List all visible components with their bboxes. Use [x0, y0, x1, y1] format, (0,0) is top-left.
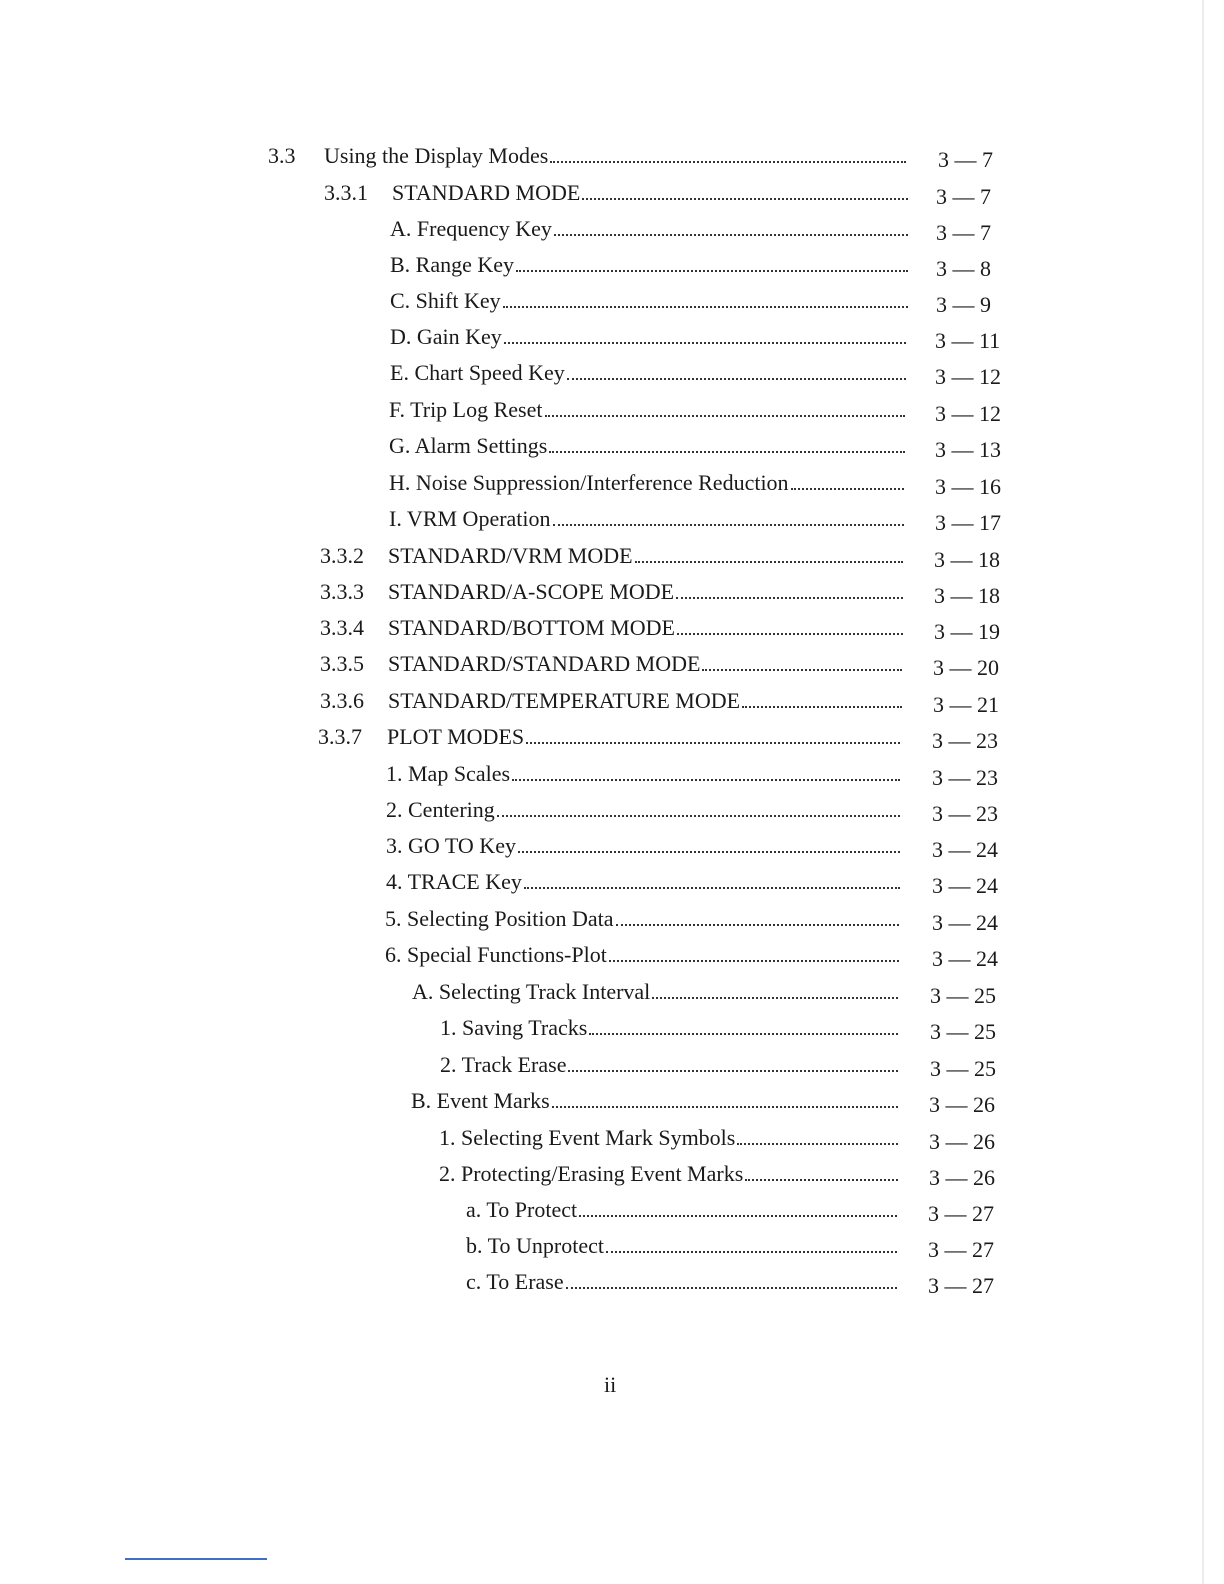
page-ref: 3 — 27	[928, 1273, 994, 1298]
entry-title: 2. Centering	[386, 797, 495, 822]
entry-title: 4. TRACE Key	[386, 869, 522, 894]
entry-title: 1. Saving Tracks	[440, 1015, 588, 1040]
dot-leader	[526, 741, 900, 744]
dot-leader	[742, 705, 902, 708]
entry-title: 3. GO TO Key	[386, 833, 516, 858]
toc-entry	[320, 685, 1008, 717]
entry-title: I. VRM Operation	[389, 506, 551, 531]
entry-title: Using the Display Modes	[324, 143, 549, 168]
toc-entry	[324, 177, 1008, 209]
dot-leader	[524, 886, 900, 889]
dot-leader	[702, 668, 902, 671]
page-ref: 3 — 24	[932, 946, 998, 971]
page-ref: 3 — 7	[936, 184, 991, 209]
toc-entry	[386, 758, 1008, 790]
page-ref: 3 — 26	[929, 1165, 995, 1190]
toc-entry	[320, 612, 1008, 644]
page-ref: 3 — 12	[935, 401, 1001, 426]
dot-leader	[791, 487, 904, 490]
page-ref: 3 — 24	[932, 837, 998, 862]
dot-leader	[497, 814, 900, 817]
page-ref: 3 — 24	[932, 873, 998, 898]
toc-entry	[440, 1012, 1008, 1044]
dot-leader	[609, 959, 899, 962]
page-ref: 3 — 8	[936, 256, 991, 281]
toc-entry	[386, 794, 1008, 826]
dot-leader	[549, 450, 905, 453]
page-ref: 3 — 26	[929, 1129, 995, 1154]
dot-leader	[504, 341, 906, 344]
dot-leader	[676, 596, 903, 599]
page-ref: 3 — 7	[936, 220, 991, 245]
entry-title: H. Noise Suppression/Interference Reduction	[389, 470, 789, 495]
toc-entry	[320, 540, 1008, 572]
dot-leader	[589, 1032, 898, 1035]
page-ref: 3 — 19	[934, 619, 1000, 644]
entry-title: B. Event Marks	[411, 1088, 550, 1113]
dot-leader	[677, 632, 903, 635]
entry-title: PLOT MODES	[387, 724, 525, 749]
dot-leader	[503, 305, 908, 308]
toc-entry	[390, 357, 1008, 389]
dot-leader	[552, 1105, 898, 1108]
toc-entry	[466, 1230, 1008, 1262]
dot-leader	[516, 269, 908, 272]
dot-leader	[582, 197, 908, 200]
entry-title: c. To Erase	[466, 1269, 564, 1294]
entry-title: STANDARD/A-SCOPE MODE	[388, 579, 675, 604]
toc-entry	[320, 648, 1008, 680]
toc-entry	[386, 830, 1008, 862]
entry-title: D. Gain Key	[390, 324, 502, 349]
dot-leader	[554, 233, 908, 236]
section-number: 3.3.1	[324, 180, 368, 205]
toc-entry	[390, 321, 1008, 353]
scan-right-border	[1202, 0, 1204, 1584]
toc-entry	[320, 576, 1008, 608]
toc-entry	[386, 866, 1008, 898]
toc-entry	[390, 285, 1008, 317]
page-ref: 3 — 27	[928, 1237, 994, 1262]
entry-title: A. Selecting Track Interval	[412, 979, 651, 1004]
dot-leader	[550, 160, 906, 163]
toc-entry	[412, 976, 1008, 1008]
entry-title: b. To Unprotect	[466, 1233, 604, 1258]
toc-entry	[466, 1266, 1008, 1298]
page-ref: 3 — 25	[930, 983, 996, 1008]
dot-leader	[566, 1286, 897, 1289]
entry-title: a. To Protect	[466, 1197, 578, 1222]
page-ref: 3 — 11	[935, 328, 1001, 353]
scan-edge-line	[125, 1558, 267, 1560]
dot-leader	[579, 1214, 897, 1217]
section-number: 3.3	[268, 143, 296, 168]
dot-leader	[616, 923, 899, 926]
page-ref: 3 — 20	[933, 655, 999, 680]
section-number: 3.3.2	[320, 543, 364, 568]
entry-title: 5. Selecting Position Data	[385, 906, 614, 931]
page-ref: 3 — 25	[930, 1056, 996, 1081]
page-ref: 3 — 27	[928, 1201, 994, 1226]
page-ref: 3 — 23	[932, 801, 998, 826]
dot-leader	[606, 1250, 897, 1253]
page-ref: 3 — 7	[938, 147, 993, 172]
toc-entry	[385, 939, 1008, 971]
page-ref: 3 — 23	[932, 765, 998, 790]
section-number: 3.3.3	[320, 579, 364, 604]
page-ref: 3 — 12	[935, 364, 1001, 389]
dot-leader	[745, 1178, 898, 1181]
entry-title: C. Shift Key	[390, 288, 501, 313]
page-ref: 3 — 21	[933, 692, 999, 717]
toc-entry	[439, 1158, 1008, 1190]
page-ref: 3 — 17	[935, 510, 1001, 535]
entry-title: G. Alarm Settings	[389, 433, 548, 458]
toc-entry	[268, 140, 1008, 172]
entry-title: 2. Protecting/Erasing Event Marks	[439, 1161, 744, 1186]
toc-entry	[389, 467, 1008, 499]
toc-entry	[411, 1085, 1008, 1117]
page-ref: 3 — 23	[932, 728, 998, 753]
page-ref: 3 — 18	[934, 547, 1000, 572]
entry-title: STANDARD MODE	[392, 180, 581, 205]
entry-title: B. Range Key	[390, 252, 515, 277]
toc-entry	[390, 213, 1008, 245]
dot-leader	[568, 1069, 898, 1072]
dot-leader	[737, 1142, 898, 1145]
dot-leader	[635, 560, 903, 563]
page-ref: 3 — 16	[935, 474, 1001, 499]
entry-title: STANDARD/VRM MODE	[388, 543, 633, 568]
toc-entry	[466, 1194, 1008, 1226]
entry-title: 6. Special Functions-Plot	[385, 942, 607, 967]
entry-title: STANDARD/BOTTOM MODE	[388, 615, 675, 640]
entry-title: 2. Track Erase	[440, 1052, 567, 1077]
toc-entry	[389, 430, 1008, 462]
toc-entry	[389, 503, 1008, 535]
section-number: 3.3.4	[320, 615, 364, 640]
entry-title: 1. Map Scales	[386, 761, 511, 786]
toc-entry	[385, 903, 1008, 935]
dot-leader	[545, 414, 906, 417]
page-ref: 3 — 18	[934, 583, 1000, 608]
page-ref: 3 — 25	[930, 1019, 996, 1044]
toc-entry	[440, 1049, 1008, 1081]
dot-leader	[567, 377, 906, 380]
section-number: 3.3.5	[320, 651, 364, 676]
entry-title: STANDARD/TEMPERATURE MODE	[388, 688, 741, 713]
entry-title: E. Chart Speed Key	[390, 360, 565, 385]
entry-title: F. Trip Log Reset	[389, 397, 543, 422]
entry-title: A. Frequency Key	[390, 216, 552, 241]
dot-leader	[553, 523, 904, 526]
toc-entry	[318, 721, 1008, 753]
page-ref: 3 — 13	[935, 437, 1001, 462]
toc-entry	[439, 1122, 1008, 1154]
section-number: 3.3.7	[318, 724, 362, 749]
page-ref: 3 — 9	[936, 292, 991, 317]
dot-leader	[518, 850, 900, 853]
page-ref: 3 — 26	[929, 1092, 995, 1117]
dot-leader	[652, 996, 898, 999]
section-number: 3.3.6	[320, 688, 364, 713]
page-number: ii	[604, 1372, 617, 1397]
page-ref: 3 — 24	[932, 910, 998, 935]
toc-entry	[390, 249, 1008, 281]
entry-title: STANDARD/STANDARD MODE	[388, 651, 701, 676]
toc-entry	[389, 394, 1008, 426]
entry-title: 1. Selecting Event Mark Symbols	[439, 1125, 736, 1150]
dot-leader	[512, 778, 900, 781]
